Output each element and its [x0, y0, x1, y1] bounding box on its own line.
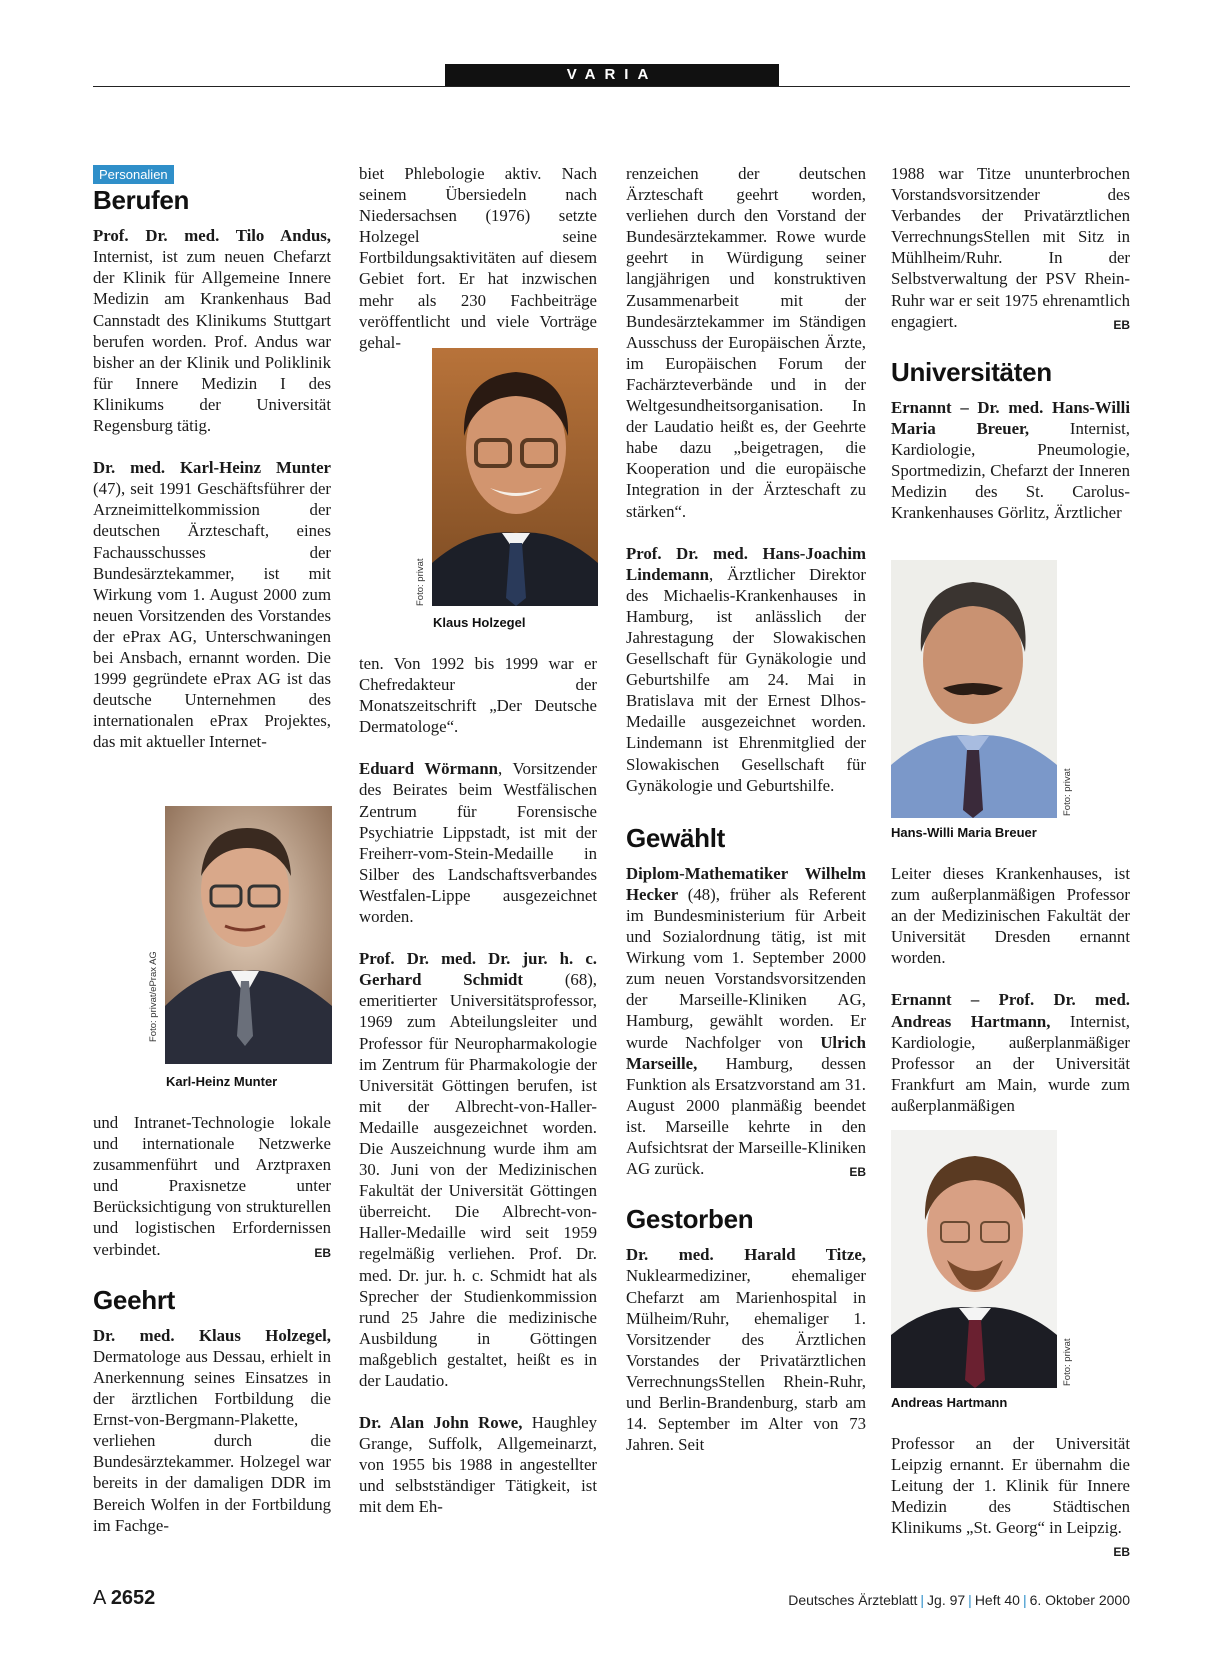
- name-breuer: Ernannt – Dr. med. Hans-Willi Maria Breuer,: [891, 397, 1130, 438]
- credit-hartmann: Foto: privat: [1062, 1338, 1073, 1386]
- heading-geehrt: Geehrt: [93, 1284, 176, 1315]
- page-number: [93, 1587, 155, 1610]
- article-holzegel-end: ten. Von 1992 bis 1999 war er Chefredakteur der Monatszeitschrift „Der Deutsche Dermatologe“.: [359, 654, 597, 737]
- heading-gestorben: Gestorben: [626, 1204, 754, 1235]
- heading-universitaeten: Universitäten: [891, 356, 1052, 387]
- column-4-continued: [891, 863, 1130, 1116]
- article-hartmann: [891, 989, 1130, 1116]
- name-marseille: Ulrich Marseille,: [626, 1032, 866, 1073]
- article-breuer: [891, 397, 1130, 524]
- column-1-continued: [93, 1112, 331, 1536]
- caption-breuer: Hans-Willi Maria Breuer: [891, 825, 1037, 840]
- article-hecker: [626, 863, 866, 1179]
- column-1: [93, 163, 331, 752]
- personalien-tag: Personalien: [93, 165, 174, 184]
- journal-name: Deutsches Ärzteblatt: [788, 1592, 918, 1608]
- name-schmidt: Prof. Dr. med. Dr. jur. h. c. Gerhard Schmidt: [359, 949, 597, 990]
- journal-date: 6. Oktober 2000: [1029, 1592, 1130, 1608]
- credit-breuer: Foto: privat: [1062, 768, 1073, 816]
- text-schmidt: (68), emeritierter Universitätsprofessor, 1969 zum Abteilungsleiter und Professor für Neuropharmakologie im Zentrum für Pharmakologie der Universität Göttingen berufen, ist mit der Albrecht-von-Haller-Medaille ausgezeichnet worden. Die Auszeichnung wurde ihm am 30. Juni von der Medizinischen Fakultät der Universität Göttingen überreicht. Die Albrecht-von-Haller-Medaille wird seit 1959 regelmäßig verliehen. Prof. Dr. med. Dr. jur. h. c. Schmidt hat als Sprecher der Studienkommission rund 25 Jahre die medizinische Ausbildung in Göttingen maßgeblich gestaltet, heißt es in der Laudatio.: [359, 970, 597, 1390]
- credit-munter: Foto: privat/ePrax AG: [148, 951, 159, 1042]
- article-schmidt: [359, 948, 597, 1391]
- page-number-value: 2652: [110, 1587, 156, 1609]
- page-prefix: A: [93, 1587, 106, 1609]
- author-eb: EB: [314, 1245, 331, 1260]
- article-holzegel-cont: biet Phlebologie aktiv. Nach seinem Übersiedeln nach Niedersachsen (1976) setzte Holzegel seine Fortbildungsaktivitäten auf diesem Gebiet fort. Er hat inzwischen mehr als 230 Fachbeiträge veröffentlicht und viele Vorträge gehal-: [359, 164, 597, 352]
- photo-breuer: [891, 560, 1057, 818]
- section-banner: VARIA: [445, 64, 779, 86]
- article-rowe-cont: renzeichen der deutschen Ärzteschaft geehrt worden, verliehen durch den Vorstand der Bundesärztekammer. Rowe wurde geehrt in Würdigung seiner langjährigen und konstruktiven Zusammenarbeit mit der Bundesärztekammer im Ständigen Ausschuss der Europäischen Ärzte, im Europäischen Forum der Fachärzteverbände und in der Weltgesundheitsorganisation. In der Laudatio heißt es, der Geehrte habe dazu „beigetragen, die Kooperation und die europäische Integration in der Ärzteschaft zu stärken“.: [626, 164, 866, 521]
- name-holzegel: Dr. med. Klaus Holzegel,: [93, 1325, 331, 1345]
- article-hartmann-cont: [891, 1433, 1130, 1560]
- credit-holzegel: Foto: privat: [415, 558, 426, 606]
- photo-holzegel: [432, 348, 598, 606]
- name-woermann: Eduard Wörmann: [359, 759, 498, 779]
- separator: |: [1022, 1592, 1027, 1608]
- article-andus: [93, 225, 331, 436]
- separator: |: [920, 1592, 925, 1608]
- text-munter-cont: und Intranet-Technologie lokale und internationale Netzwerke zusammenführt und Arztpraxen und Praxisnetze unter Berücksichtigung von strukturellen und logistischen Erfordernissen verbindet.: [93, 1113, 331, 1259]
- author-eb: EB: [1113, 1545, 1130, 1560]
- text-andus: Internist, ist zum neuen Chefarzt der Klinik für Allgemeine Innere Medizin am Krankenhaus Bad Cannstadt des Klinikums Stuttgart berufen worden. Prof. Andus war bisher an der Klinik und Poliklinik für Innere Medizin I des Klinikums der Universität Regensburg tätig.: [93, 247, 331, 436]
- column-2: [359, 163, 597, 353]
- column-4: [891, 163, 1130, 523]
- article-munter: [93, 457, 331, 752]
- photo-munter: [165, 806, 332, 1064]
- column-3: [626, 163, 866, 1455]
- article-titze-cont: [891, 163, 1130, 332]
- header-rule: [93, 86, 1130, 87]
- article-titze: [626, 1244, 866, 1455]
- text-holzegel: Dermatologe aus Dessau, erhielt in Anerkennung seines Einsatzes in der ärztlichen Fortbildung die Ernst-von-Bergmann-Plakette, verliehen durch die Bundesärztekammer. Holzegel war bereits in der damaligen DDR im Bereich Wolfen in der Fortbildung im Fachge-: [93, 1346, 331, 1535]
- text-hartmann: Internist, Kardiologie, außerplanmäßiger Professor an der Universität Frankfurt am Main, wurde zum außerplanmäßigen: [891, 1011, 1130, 1115]
- author-eb: EB: [849, 1165, 866, 1180]
- article-holzegel: [93, 1325, 331, 1536]
- name-lindemann: Prof. Dr. med. Hans-Joachim Lindemann: [626, 543, 866, 584]
- name-titze: Dr. med. Harald Titze,: [626, 1245, 866, 1265]
- text-hartmann-cont: Professor an der Universität Leipzig ernannt. Er übernahm die Leitung der 1. Klinik für Innere Medizin des Städtischen Klinikums „St. Georg“ in Leipzig.: [891, 1434, 1130, 1538]
- text-breuer: Internist, Kardiologie, Pneumologie, Sportmedizin, Chefarzt der Inneren Medizin des St. Carolus-Krankenhauses Görlitz, Ärztlicher: [891, 418, 1130, 523]
- article-munter-cont: [93, 1112, 331, 1260]
- name-rowe: Dr. Alan John Rowe,: [359, 1413, 523, 1433]
- caption-munter: Karl-Heinz Munter: [166, 1074, 278, 1089]
- column-2-continued: [359, 653, 597, 1518]
- journal-volume: Jg. 97: [927, 1592, 966, 1608]
- name-hartmann: Ernannt – Prof. Dr. med. Andreas Hartmann,: [891, 990, 1130, 1031]
- heading-gewaehlt: Gewählt: [626, 822, 726, 853]
- caption-holzegel: Klaus Holzegel: [433, 615, 526, 630]
- text-titze-cont: 1988 war Titze ununterbrochen Vorstandsvorsitzender des Verbandes der Privatärztlichen VerrechnungsStellen mit Sitz in Mühlheim/Ruhr. In der Selbstverwaltung der PSV Rhein-Ruhr war er seit 1975 ehrenamtlich engagiert.: [891, 164, 1130, 331]
- text-titze: Nuklearmediziner, ehemaliger Chefarzt am Marienhospital in Mülheim/Ruhr, ehemaliger 1. Vorsitzender des Ärztlichen Vorstandes der Privatärztlichen VerrechnungsStellen Rhein-Ruhr, und Berlin-Brandenburg, starb am 14. September im Alter von 73 Jahren. Seit: [626, 1266, 866, 1455]
- text-woermann: , Vorsitzender des Beirates beim Westfälischen Zentrum für Forensische Psychiatrie Lippstadt, ist mit der Freiherr-vom-Stein-Medaille in Silber des Landschaftsverbandes Westfalen-Lippe ausgezeichnet worden.: [359, 759, 597, 927]
- text-hecker: (48), früher als Referent im Bundesministerium für Arbeit und Sozialordnung tätig, ist mit Wirkung vom 1. September 2000 zum neuen Vorstandsvorsitzenden der Marseille-Kliniken AG, Hamburg, gewählt worden. Er wurde Nachfolger von: [626, 884, 866, 1052]
- journal-issue: Heft 40: [974, 1592, 1020, 1608]
- photo-hartmann: [891, 1130, 1057, 1388]
- name-munter: Dr. med. Karl-Heinz Munter: [93, 458, 331, 478]
- name-andus: Prof. Dr. med. Tilo Andus,: [93, 226, 331, 246]
- text-lindemann: , Ärztlicher Direktor des Michaelis-Krankenhauses in Hamburg, ist anlässlich der Jahrestagung der Slowakischen Gesellschaft für Gynäkologie und Geburtshilfe am 24. Mai in Bratislava mit der Ernest Dlhos-Medaille ausgezeichnet worden. Lindemann ist Ehrenmitglied der Slowakischen Gesellschaft für Gynäkologie und Geburtshilfe.: [626, 564, 866, 795]
- caption-hartmann: Andreas Hartmann: [891, 1395, 1008, 1410]
- separator: |: [968, 1592, 972, 1608]
- text-rowe: Haughley Grange, Suffolk, Allgemeinarzt, von 1955 bis 1988 in angestellter und selbstständiger Tätigkeit, ist mit dem Eh-: [359, 1413, 598, 1517]
- journal-info: [788, 1592, 1130, 1608]
- article-woermann: [359, 758, 597, 927]
- text-munter: (47), seit 1991 Geschäftsführer der Arzneimittelkommission der deutschen Ärzteschaft, eines Fachausschusses der Bundesärztekammer, ist mit Wirkung vom 1. August 2000 zum neuen Vorsitzenden des Vorstandes der ePrax AG, Unterschwaningen bei Ansbach, ernannt worden. Die 1999 gegründete ePrax AG ist das deutsche Unternehmen des internationalen ePrax Projektes, das mit aktueller Internet-: [93, 479, 331, 752]
- article-rowe: [359, 1412, 597, 1517]
- article-breuer-cont: Leiter dieses Krankenhauses, ist zum außerplanmäßigen Professor an der Medizinischen Fakultät der Universität Dresden ernannt worden.: [891, 864, 1130, 968]
- author-eb: EB: [1113, 317, 1130, 332]
- text-marseille: Hamburg, dessen Funktion als Ersatzvorstand am 31. August 2000 planmäßig beendet ist. Marseille kehrte in den Aufsichtsrat der Marseille-Kliniken AG zurück.: [626, 1053, 866, 1179]
- article-lindemann: [626, 543, 866, 796]
- column-4-end: [891, 1433, 1130, 1564]
- heading-berufen: Berufen: [93, 185, 190, 216]
- name-hecker: Diplom-Mathematiker Wilhelm Hecker: [626, 863, 866, 904]
